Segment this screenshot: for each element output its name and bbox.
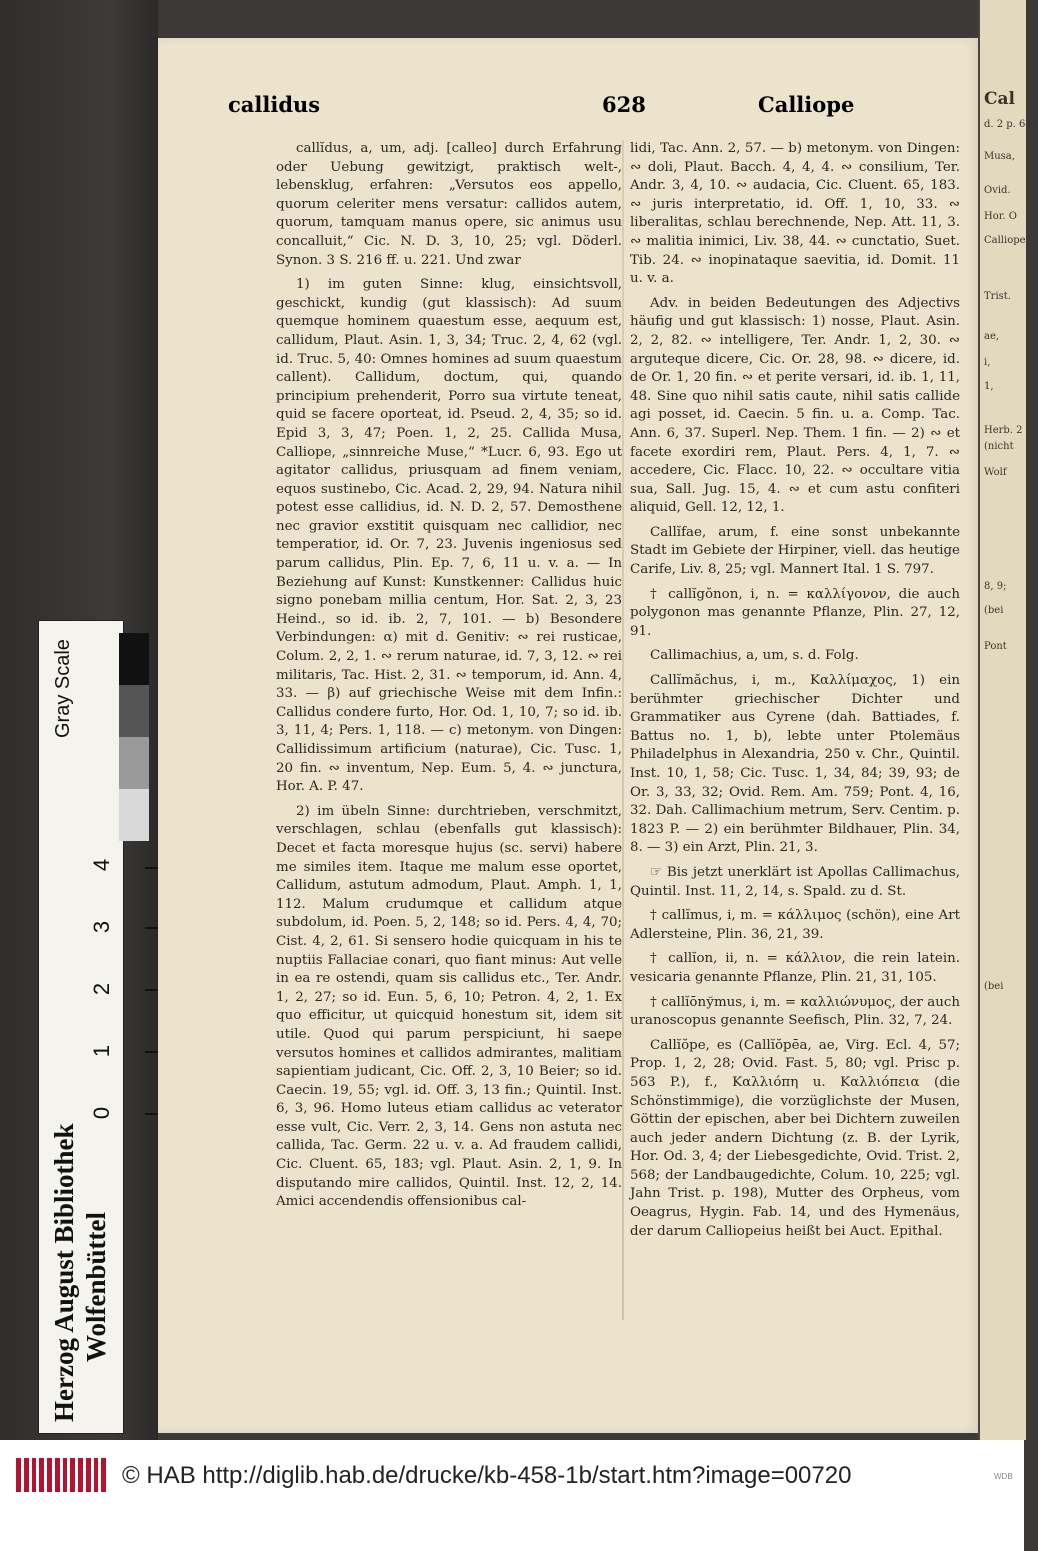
page-number: 628 bbox=[602, 92, 646, 117]
next-page-fragment: (bei bbox=[984, 605, 1004, 616]
gray-scale-label: Gray Scale bbox=[52, 639, 74, 738]
next-page-fragment: 1, bbox=[984, 381, 994, 392]
institution-line2: Wolfenbüttel bbox=[81, 1211, 111, 1362]
next-page-fragment: d. 2 p. 641 bbox=[984, 119, 1038, 130]
swatch-mid-gray bbox=[119, 737, 149, 789]
scale-number: 1 bbox=[89, 1044, 115, 1058]
next-page-fragment: (bei bbox=[984, 981, 1004, 992]
column-divider bbox=[622, 140, 624, 1320]
swatch-light-gray bbox=[119, 789, 149, 841]
dictionary-entry: callĭdus, a, um, adj. [calleo] durch Erfahrung oder Uebung gewitzigt, praktisch welt-, lebensklug, erfahren: „Versutos eos appello, quorum celeriter mens versatur: callidos autem, quorum, tamquam manus opere, sic animus usu concalluit,“ Cic. N. D. 3, 10, 25; vgl. Döderl. Synon. 3 S. 216 ff. u. 221. Und zwar bbox=[276, 141, 622, 268]
next-page-fragment: ae, bbox=[984, 331, 1000, 342]
dictionary-entry: ☞ Bis jetzt unerklärt ist Apollas Callimachus, Quintil. Inst. 11, 2, 14, s. Spald. zu d. St. bbox=[630, 864, 960, 899]
dictionary-entry: 1) im guten Sinne: klug, einsichtsvoll, geschickt, kundig (gut klassisch): Ad suum quemque hominem quaestum esse, aequum est, callidum, Plaut. Asin. 1, 3, 34; Truc. 2, 4, 62 (vgl. id. Truc. 5, 40: Omnes homines ad suum quaestum callent). Callidum, doctum, qui, quando principium prehenderit, Porro sua virtute teneat, quid se facere oporteat, id. Pseud. 2, 4, 35; so id. Epid 3, 3, 47; Poen. 1, 2, 25. Callida Musa, Calliope, „sinnreiche Muse,“ *Lucr. 6, 93. Ego ut agitator callidus, priusquam ad finem veniam, equos sustinebo, Cic. Acad. 2, 29, 94. Natura nihil potest esse callidius, id. N. D. 2, 57. Demosthene nec gravior exstitit quisquam nec callidior, nec temperatior, id. Or. 7, 23. Juvenis ingeniosus sed parum callidus, Plin. Ep. 7, 6, 11 u. v. a. — In Beziehung auf Kunst: Kunstkenner: Callidus huic signo ponebam millia centum, Hor. Sat. 2, 3, 23 Heind., so id. ib. 2, 7, 101. — b) Besondere Verbindungen: α) mit d. Genitiv: ∾ rei rusticae, Colum. 2, 2, 1. ∾ rerum naturae, id. 7, 3, 12. ∾ rei militaris, Tac. Hist. 2, 31. ∾ temporum, id. Ann. 4, 33. — β) auf griechische Weise mit dem Infin.: Callidus condere furto, Hor. Od. 1, 10, 7; so id. ib. 3, 11, 4; Pers. 1, 118. — c) metonym. von Dingen: Callidissimum artificium (naturae), Cic. Tusc. 1, 20 fin. ∾ inventum, Nep. Eum. 5, 4. ∾ junctura, Hor. A. P. 47. bbox=[276, 277, 622, 795]
left-column bbox=[276, 140, 622, 1218]
header-left-word: callidus bbox=[228, 92, 321, 117]
next-page-fragment: Calliope bbox=[984, 235, 1026, 246]
header-right-word: Calliope bbox=[758, 92, 855, 117]
next-page-fragment: Pont bbox=[984, 641, 1007, 652]
right-column bbox=[630, 140, 960, 1247]
scale-number: 3 bbox=[89, 920, 115, 934]
scale-number: 0 bbox=[89, 1106, 115, 1120]
next-page-fragment: Musa, bbox=[984, 151, 1015, 162]
next-page-fragment: i, bbox=[984, 357, 991, 368]
footer-meta: WDB bbox=[994, 1472, 1013, 1481]
dictionary-entry: † callĭgŏnon, i, n. = καλλίγονον, die auch polygonon mas genannte Pflanze, Plin. 27, 12, 91. bbox=[630, 586, 960, 639]
next-page-edge bbox=[978, 0, 1038, 1440]
next-page-fragment: Herb. 2 bbox=[984, 425, 1023, 436]
scale-number: 4 bbox=[89, 858, 115, 872]
hab-logo-icon bbox=[16, 1458, 106, 1492]
next-page-fragment: Wolf bbox=[984, 467, 1007, 478]
swatch-dark-gray bbox=[119, 685, 149, 737]
dictionary-entry: Adv. in beiden Bedeutungen des Adjectivs häufig und gut klassisch: 1) nosse, Plaut. Asin. 2, 2, 82. ∾ intelligere, Ter. Andr. 1, 2, 30. ∾ arguteque dicere, Cic. Or. 28, 98. ∾ dicere, id. de Or. 1, 20 fin. ∾ et perite versari, id. ib. 1, 11, 48. Sine quo nihil satis caute, nihil satis callide agi posset, id. Caecin. 5 fin. u. a. Comp. Tac. Ann. 6, 37. Superl. Nep. Them. 1 fin. — 2) ∾ et facete exordiri rem, Plaut. Pers. 4, 1, 7. ∾ accedere, Cic. Flacc. 10, 22. ∾ occultare vitia sua, Sall. Jug. 15, 4. ∾ et cum astu confiteri aliquid, Gell. 12, 12, 1. bbox=[630, 295, 960, 516]
page-header bbox=[228, 92, 855, 132]
dictionary-entry: Callĭmăchus, i, m., Καλλίμαχος, 1) ein berühmter griechischer Dichter und Grammatiker aus Cyrene (dah. Battiades, f. Battus no. 1, b), lebte unter Ptolemäus Philadelphus in Alexandria, 250 v. Chr., Quintil. Inst. 10, 1, 58; Cic. Tusc. 1, 34, 84; 39, 93; de Or. 3, 33, 32; Ovid. Rem. Am. 759; Pont. 4, 16, 32. Dah. Callimachium metrum, Serv. Centim. p. 1823 P. — 2) ein berühmter Bildhauer, Plin. 34, 8. — 3) ein Arzt, Plin. 21, 3. bbox=[630, 673, 960, 856]
next-page-fragment: (nicht bbox=[984, 441, 1014, 452]
next-page-fragment: Ovid. bbox=[984, 185, 1011, 196]
copyright-url[interactable]: © HAB http://diglib.hab.de/drucke/kb-458-1b/start.htm?image=00720 bbox=[122, 1462, 852, 1489]
dictionary-entry: lidi, Tac. Ann. 2, 57. — b) metonym. von Dingen: ∾ doli, Plaut. Bacch. 4, 4, 4. ∾ consilium, Ter. Andr. 3, 4, 10. ∾ audacia, Cic. Cluent. 65, 183. ∾ juris interpretatio, id. Off. 1, 10, 33. ∾ liberalitas, schlau berechnende, Nep. Att. 11, 3. ∾ malitia inimici, Liv. 38, 44. ∾ cunctatio, Suet. Tib. 24. ∾ inopinataque saevitia, id. Domit. 11 u. v. a. bbox=[630, 141, 960, 287]
next-page-fragment: Cal bbox=[984, 89, 1016, 109]
dictionary-entry: Callimachius, a, um, s. d. Folg. bbox=[650, 648, 859, 664]
viewer-footer bbox=[0, 1440, 1024, 1551]
dictionary-entry: † callĭmus, i, m. = κάλλιμος (schön), eine Art Adlersteine, Plin. 36, 21, 39. bbox=[630, 908, 960, 942]
dictionary-entry: † callĭōnўmus, i, m. = καλλιώνυμος, der auch uranoscopus genannte Seefisch, Plin. 32, 7, 24. bbox=[630, 994, 960, 1029]
dictionary-entry: 2) im übeln Sinne: durchtrieben, verschmitzt, verschlagen, schlau (ebenfalls gut klassisch): Decet et facta moresque hujus (sc. servi) habere me similes item. Itaque me malum esse oportet, Callidum, astutum admodum, Plaut. Amph. 1, 1, 112. Malum crudumque et callidum atque subdolum, id. Poen. 5, 2, 148; so id. Pers. 4, 4, 70; Cist. 4, 2, 61. Si sensero hodie quicquam in his te nuptiis Fallaciae conari, quo fiant minus: Aut velle in ea re ostendi, quam sis callidus etc., Ter. Andr. 1, 2, 27; so id. Eun. 5, 6, 10; Petron. 4, 2, 1. Ex quo efficitur, ut quicquid honestum sit, idem sit utile. Quod qui parum perspiciunt, hi saepe versutos homines et callidos admirantes, malitiam sapientiam judicant, Cic. Off. 2, 3, 10 Beier; so id. Caecin. 19, 55; vgl. id. Off. 3, 13 fin.; Quintil. Inst. 6, 3, 96. Homo luteus etiam callidus ac veterator esse vult, Cic. Verr. 2, 3, 14. Gens non astuta nec callida, Tac. Germ. 22 u. v. a. Ad fraudem callidi, Cic. Cluent. 65, 183; vgl. Plaut. Asin. 2, 1, 9. In disputando mire callidos, Quintil. Inst. 12, 2, 14. Amici accendendis offensionibus cal- bbox=[276, 803, 622, 1210]
dictionary-entry: † callĭon, ii, n. = κάλλιον, die rein latein. vesicaria genannte Pflanze, Plin. 21, 31, 105. bbox=[630, 951, 960, 985]
next-page-fragment: Trist. bbox=[984, 291, 1011, 302]
dictionary-entry: Callĭŏpe, es (Callĭŏpēa, ae, Virg. Ecl. 4, 57; Prop. 1, 2, 28; Ovid. Fast. 5, 80; vgl. Prisc p. 563 P.), f., Καλλιόπη u. Καλλιόπεια (die Schönstimmige), die vorzüglichste der Musen, Göttin der epischen, aber bei Dichtern zuweilen auch jeder andern Dichtung (z. B. der Lyrik, Hor. Od. 3, 4; der Liebesgedichte, Ovid. Trist. 2, 568; der Landbaugedichte, Colum. 10, 225; vgl. Jahn Trist. p. 198), Mutter des Orpheus, vom Oeagrus, Hygin. Fab. 14, und des Hymenäus, der darum Calliopeius heißt bei Auct. Epithal. bbox=[630, 1037, 960, 1239]
scale-number: 2 bbox=[89, 982, 115, 996]
swatch-black bbox=[119, 633, 149, 685]
next-page-fragment: 8, 9; bbox=[984, 581, 1007, 592]
institution-line1: Herzog August Bibliothek bbox=[49, 1123, 79, 1422]
next-page-fragment: Hor. O bbox=[984, 211, 1017, 222]
dictionary-entry: Callĭfae, arum, f. eine sonst unbekannte Stadt im Gebiete der Hirpiner, viell. das heutige Carife, Liv. 8, 25; vgl. Mannert Ital. 1 S. 797. bbox=[630, 524, 960, 578]
institution-label bbox=[48, 1123, 112, 1422]
